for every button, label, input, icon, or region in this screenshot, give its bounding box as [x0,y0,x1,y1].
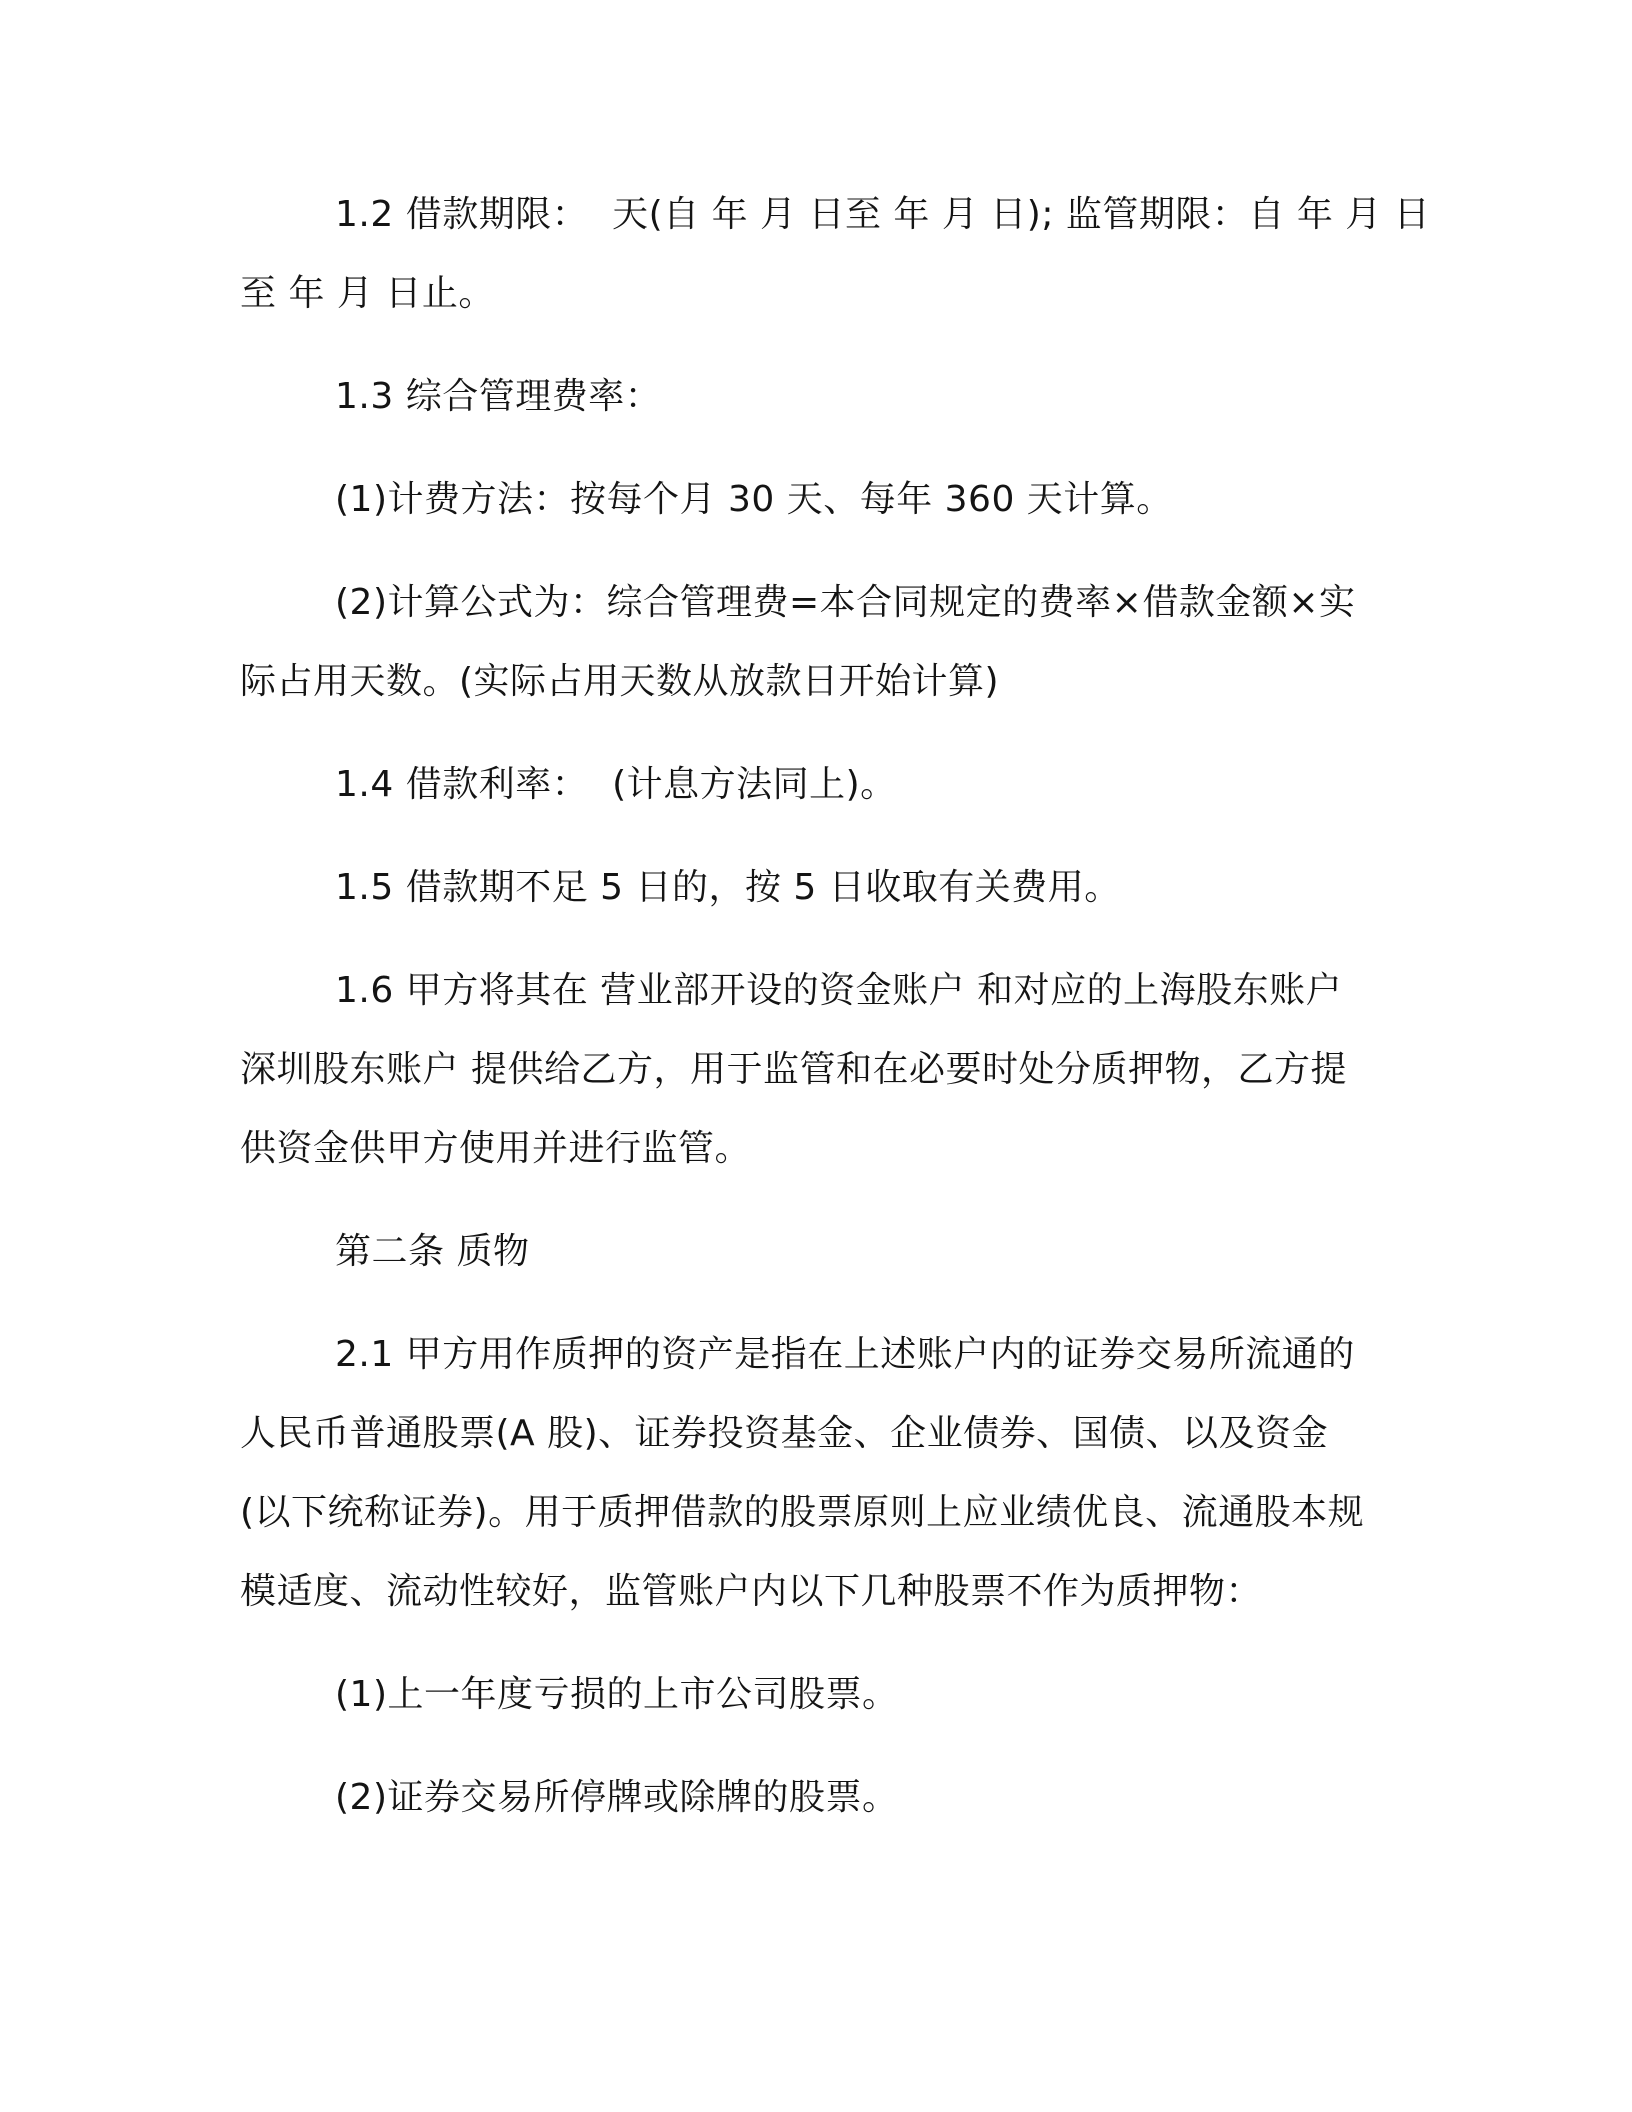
clause-1-6-line-1: 1.6 甲方将其在 营业部开设的资金账户 和对应的上海股东账户 [335,970,1343,1011]
clause-2-1-line-3: (以下统称证券)。用于质押借款的股票原则上应业绩优良、流通股本规 [240,1492,1365,1533]
clause-1-6-line-3: 供资金供甲方使用并进行监管。 [240,1128,752,1169]
clause-1-2-line-1: 1.2 借款期限： 天(自 年 月 日至 年 月 日); 监管期限：自 年 月 日 [335,194,1431,235]
clause-1-6-line-2: 深圳股东账户 提供给乙方，用于监管和在必要时处分质押物，乙方提 [240,1049,1347,1090]
clause-2-1-line-2: 人民币普通股票(A 股)、证券投资基金、企业债券、国债、以及资金 [240,1413,1329,1454]
clause-1-2-line-2: 至 年 月 日止。 [240,273,495,314]
clause-2-1-item-1: (1)上一年度亏损的上市公司股票。 [335,1674,899,1715]
clause-1-5: 1.5 借款期不足 5 日的，按 5 日收取有关费用。 [335,867,1121,908]
clause-2-1-line-1: 2.1 甲方用作质押的资产是指在上述账户内的证券交易所流通的 [335,1334,1355,1375]
clause-1-3-heading: 1.3 综合管理费率： [335,376,662,417]
clause-1-4: 1.4 借款利率： (计息方法同上)。 [335,764,897,805]
clause-2-1-item-2: (2)证券交易所停牌或除牌的股票。 [335,1777,899,1818]
article-2-heading: 第二条 质物 [335,1231,530,1272]
clause-1-3-item-1: (1)计费方法：按每个月 30 天、每年 360 天计算。 [335,479,1173,520]
clause-2-1-line-4: 模适度、流动性较好，监管账户内以下几种股票不作为质押物： [240,1571,1263,1612]
clause-1-3-item-2-line-2: 际占用天数。(实际占用天数从放款日开始计算) [240,661,1000,702]
clause-1-3-item-2-line-1: (2)计算公式为：综合管理费=本合同规定的费率×借款金额×实 [335,582,1356,623]
